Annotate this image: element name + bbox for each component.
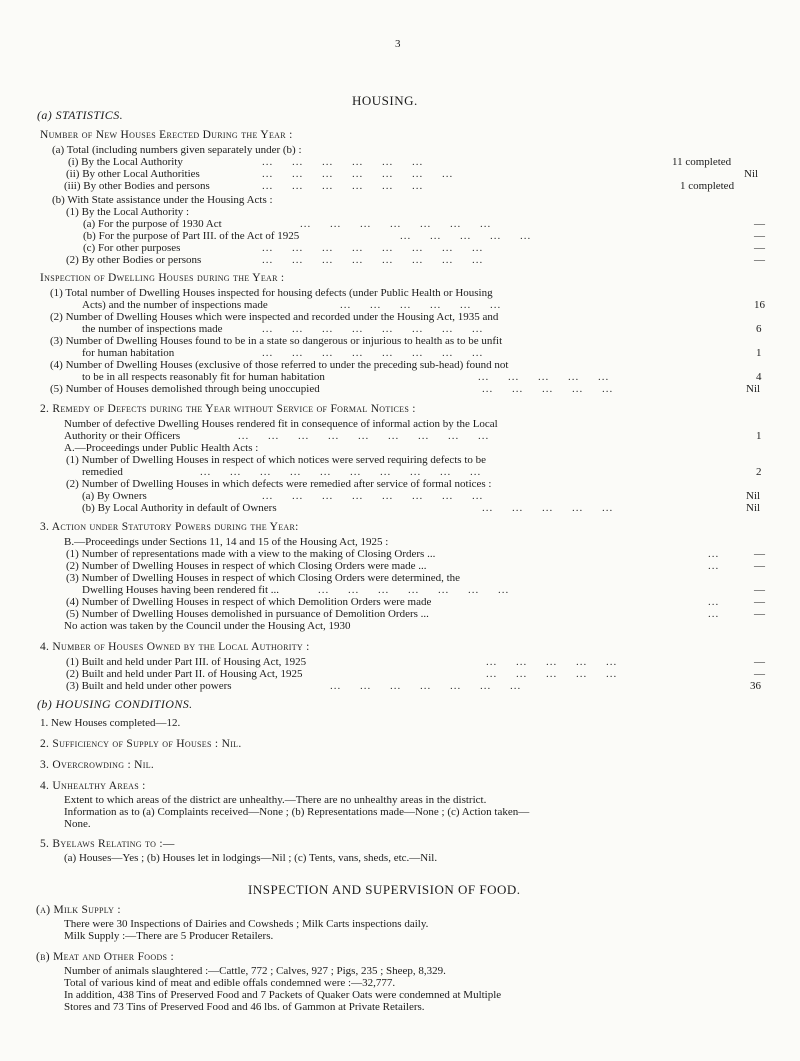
statutory-b-heading: B.—Proceedings under Sections 11, 14 and 15 of the Housing Act, 1925 : [64,536,389,548]
remedy-heading: 2. Remedy of Defects during the Year without Service of Formal Notices : [40,403,416,415]
statutory-4-value: — [754,596,765,608]
new-houses-b2-value: — [754,254,765,266]
inspection-2-line2: the number of inspections made [82,323,223,335]
page-number: 3 [395,38,401,50]
inspection-2-line1: (2) Number of Dwelling Houses which were inspected and recorded under the Housing Act, 1935 and [50,311,499,323]
remedy-2a: (a) By Owners [82,490,147,502]
inspection-3-line1: (3) Number of Dwelling Houses found to be in a state so dangerous or injurious to health as to be unfit [50,335,503,347]
dot-leader: ... ... ... ... ... ... ... ... [262,347,484,359]
condition-4-heading: 4. Unhealthy Areas : [40,780,146,792]
statutory-3-line2: Dwelling Houses having been rendered fit ... [82,584,280,596]
new-houses-a: (a) Total (including numbers given separately under (b) : [52,144,302,156]
owned-3-value: 36 [750,680,761,692]
meat-line4: Stores and 73 Tins of Preserved Food and 46 lbs. of Gammon at Private Retailers. [64,1001,425,1013]
new-houses-b1c-value: — [754,242,765,254]
condition-4-line2: Information as to (a) Complaints received—None ; (b) Representations made—None ; (c) Action taken— [64,806,530,818]
new-houses-b2: (2) By other Bodies or persons [66,254,202,266]
statutory-heading: 3. Action under Statutory Powers during the Year: [40,521,299,533]
new-houses-i: (i) By the Local Authority [68,156,183,168]
remedy-line1: Number of defective Dwelling Houses rendered fit in consequence of informal action by the Local [64,418,498,430]
dot-leader: ... ... ... ... ... ... ... ... [262,490,484,502]
statutory-5-value: — [754,608,765,620]
dot-leader: ... ... ... ... ... ... ... ... ... ... [200,466,482,478]
new-houses-b1: (1) By the Local Authority : [66,206,190,218]
owned-1: (1) Built and held under Part III. of Housing Act, 1925 [66,656,307,668]
dot-leader: ... ... ... ... ... ... ... [330,680,522,692]
condition-3: 3. Overcrowding : Nil. [40,759,155,771]
inspection-2-value: 6 [756,323,762,335]
milk-line1: There were 30 Inspections of Dairies and Cowsheds ; Milk Carts inspections daily. [64,918,429,930]
inspection-heading: Inspection of Dwelling Houses during the Year : [40,272,285,284]
new-houses-b1a-value: — [754,218,765,230]
new-houses-iii-value: 1 completed [680,180,735,192]
owned-2: (2) Built and held under Part II. of Housing Act, 1925 [66,668,303,680]
condition-4-line3: None. [64,818,91,830]
condition-2: 2. Sufficiency of Supply of Houses : Nil. [40,738,242,750]
condition-1: 1. New Houses completed—12. [40,717,181,729]
owned-1-value: — [754,656,765,668]
remedy-2b: (b) By Local Authority in default of Owners [82,502,277,514]
dot-leader: ... ... ... ... ... ... ... [318,584,510,596]
inspection-1-line2: Acts) and the number of inspections made [82,299,268,311]
new-houses-b: (b) With State assistance under the Housing Acts : [52,194,273,206]
remedy-1-value: 2 [756,466,762,478]
statutory-5: (5) Number of Dwelling Houses demolished in pursuance of Demolition Orders ... [66,608,429,620]
owned-2-value: — [754,668,765,680]
inspection-3-value: 1 [756,347,762,359]
dot-leader: ... ... ... ... ... [400,230,532,242]
meat-line3: In addition, 438 Tins of Preserved Food and 7 Packets of Quaker Oats were condemned at Multiple [64,989,502,1001]
remedy-1-line1: (1) Number of Dwelling Houses in respect of which notices were served requiring defects to be [66,454,487,466]
new-houses-b1a: (a) For the purpose of 1930 Act [83,218,222,230]
statutory-note: No action was taken by the Council under the Housing Act, 1930 [64,620,351,632]
section-a-heading: (a) STATISTICS. [37,108,124,122]
dot-leader: ... ... ... ... ... ... [262,156,424,168]
dot-leader: ... [708,560,720,572]
dot-leader: ... ... ... ... ... ... ... [300,218,492,230]
statutory-1-value: — [754,548,765,560]
dot-leader: ... [708,548,720,560]
meat-line2: Total of various kind of meat and edible offals condemned were :—32,777. [64,977,396,989]
dot-leader: ... ... ... ... ... ... ... ... [262,242,484,254]
new-houses-ii: (ii) By other Local Authorities [66,168,200,180]
dot-leader: ... ... ... ... ... [482,383,614,395]
statutory-3-line1: (3) Number of Dwelling Houses in respect of which Closing Orders were determined, the [66,572,461,584]
new-houses-heading: Number of New Houses Erected During the Year : [40,129,293,141]
dot-leader: ... ... ... ... ... ... ... ... ... [238,430,490,442]
statutory-1: (1) Number of representations made with a view to the making of Closing Orders ... [66,548,436,560]
statutory-2: (2) Number of Dwelling Houses in respect of which Closing Orders were made ... [66,560,427,572]
dot-leader: ... ... ... ... ... ... ... ... [262,323,484,335]
dot-leader: ... ... ... ... ... [482,502,614,514]
meat-heading: (b) Meat and Other Foods : [36,951,174,963]
dot-leader: ... ... ... ... ... [478,371,610,383]
dot-leader: ... ... ... ... ... ... ... ... [262,254,484,266]
milk-line2: Milk Supply :—There are 5 Producer Retailers. [64,930,274,942]
housing-title: HOUSING. [352,93,418,108]
statutory-4: (4) Number of Dwelling Houses in respect of which Demolition Orders were made [66,596,432,608]
new-houses-ii-value: Nil [744,168,759,180]
remedy-2a-value: Nil [746,490,761,502]
dot-leader: ... [708,608,720,620]
inspection-4-line2: to be in all respects reasonably fit for human habitation [82,371,325,383]
dot-leader: ... ... ... ... ... ... [262,180,424,192]
condition-5-line1: (a) Houses—Yes ; (b) Houses let in lodgings—Nil ; (c) Tents, vans, sheds, etc.—Nil. [64,852,438,864]
inspection-5-line1: (5) Number of Houses demolished through being unoccupied [50,383,320,395]
meat-line1: Number of animals slaughtered :—Cattle, 772 ; Calves, 927 ; Pigs, 235 ; Sheep, 8,329. [64,965,446,977]
dot-leader: ... ... ... ... ... [486,656,618,668]
remedy-2-line1: (2) Number of Dwelling Houses in which defects were remedied after service of formal notices : [66,478,492,490]
dot-leader: ... ... ... ... ... ... ... [262,168,454,180]
remedy-line2: Authority or their Officers [64,430,181,442]
inspection-5-value: Nil [746,383,761,395]
milk-heading: (a) Milk Supply : [36,904,121,916]
new-houses-b1c: (c) For other purposes [83,242,181,254]
inspection-3-line2: for human habitation [82,347,175,359]
food-title: INSPECTION AND SUPERVISION OF FOOD. [248,882,521,897]
owned-heading: 4. Number of Houses Owned by the Local Authority : [40,641,310,653]
dot-leader: ... ... ... ... ... [486,668,618,680]
new-houses-b1b-value: — [754,230,765,242]
new-houses-b1b: (b) For the purpose of Part III. of the Act of 1925 [83,230,300,242]
dot-leader: ... [708,596,720,608]
dot-leader: ... ... ... ... ... ... [340,299,502,311]
new-houses-iii: (iii) By other Bodies and persons [64,180,210,192]
inspection-1-line1: (1) Total number of Dwelling Houses inspected for housing defects (under Public Health or Housing [50,287,493,299]
remedy-value: 1 [756,430,762,442]
inspection-4-line1: (4) Number of Dwelling Houses (exclusive of those referred to under the preceding sub-head) found not [50,359,509,371]
section-b-heading: (b) HOUSING CONDITIONS. [37,697,193,711]
statutory-2-value: — [754,560,765,572]
remedy-2b-value: Nil [746,502,761,514]
remedy-a-heading: A.—Proceedings under Public Health Acts : [64,442,259,454]
inspection-1-value: 16 [754,299,765,311]
inspection-4-value: 4 [756,371,762,383]
new-houses-i-value: 11 completed [672,156,732,168]
owned-3: (3) Built and held under other powers [66,680,232,692]
remedy-1-line2: remedied [82,466,123,478]
condition-4-line1: Extent to which areas of the district are unhealthy.—There are no unhealthy areas in the district. [64,794,487,806]
condition-5-heading: 5. Byelaws Relating to :— [40,838,175,850]
statutory-3-value: — [754,584,765,596]
